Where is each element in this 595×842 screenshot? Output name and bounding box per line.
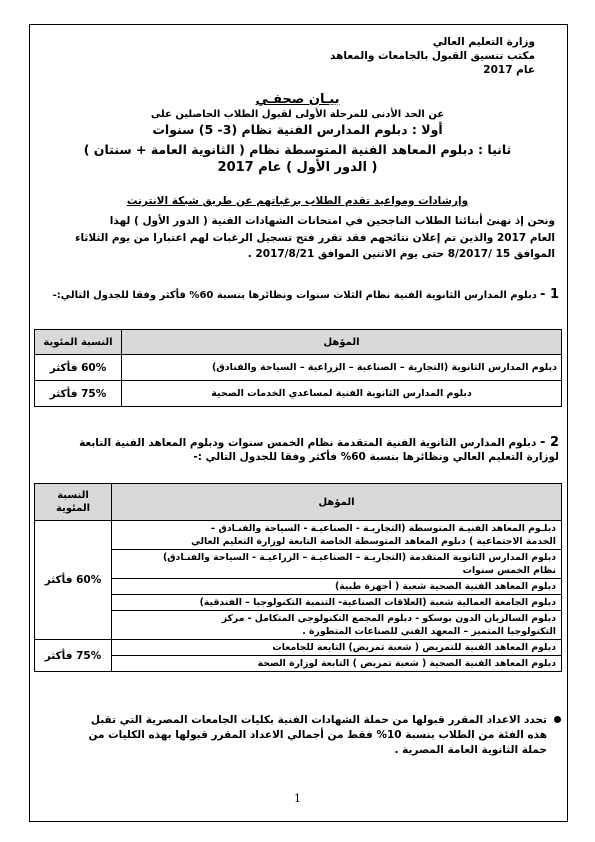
section-2-text-line: لوزارة التعليم العالي ونظائرها بنسبة 60% فأكثر وفقا للجدول التالي :- [193,451,559,463]
qualification-line: الخدمة الاجتماعية ) دبلوم المعاهد المتوسطة الخاصة التابعة لوزارة التعليم العالي [191,536,556,547]
subtitle-line: عن الحد الأدنى للمرحلة الأولى لقبول الطلاب الحاصلين على [150,109,445,120]
table-row [35,381,562,407]
qualification-line: دبلوم المعاهد الفنية الصحية شعبة ( أجهزة طبية) [335,581,556,592]
table-row [35,521,562,550]
qualification-line: التكنولوجيا المتميز – المعهد الفني للصناعات المتطورة . [302,626,556,637]
percent-cell: 75% فأكثر [35,381,122,407]
qualification-cell [112,550,562,579]
header-year: عام 2017 [483,64,535,76]
section-1-number: 1 - [540,287,559,302]
intro-paragraph [44,213,555,263]
table-row [35,595,562,611]
percent-header-line: النسبة [57,490,89,501]
section-2-heading [79,436,559,464]
percent-header-line: المئوية [55,503,91,514]
qualification-line: دبلـوم المعاهد الفنيـة المتوسطة (التجاريـة - الصناعيـة - السياحة والفنـادق – [210,523,556,534]
intro-line: الموافق 15 /8/2017 حتى يوم الاثنين الموافق 2017/8/21 . [247,248,555,260]
table-header-row [35,330,562,355]
section-1-table [34,329,562,407]
qualification-line: دبلوم المدارس الثانوية المتقدمة (التجاريـة – الصناعيـة – الزراعيـة - السياحة والفنـادق) [162,552,556,563]
qualification-cell [112,640,562,656]
bullet-dot-icon [554,716,561,723]
qualification-cell [112,521,562,550]
subtitle-round-year: ( الدور الأول ) عام 2017 [217,160,378,175]
table-row [35,611,562,640]
table-row [35,579,562,595]
qualification-line: دبلوم المعاهد الفنية الصحية ( شعبة تمريض ) التابعة لوزارة الصحة [257,658,556,669]
qualification-cell [112,656,562,672]
qualification-cell: دبلوم المدارس الثانوية الفنية لمساعدي الخدمات الصحية [122,381,562,407]
note-line: حملة الثانوية العامة المصرية . [394,744,547,756]
office-name: مكتب تنسيق القبول بالجامعات والمعاهد [330,50,535,62]
section-2-text-line: دبلوم المدارس الثانوية الفنية المتقدمة نظام الخمس سنوات ودبلوم المعاهد الفنية التابعة [79,437,537,449]
qualification-column-header: المؤهل [122,330,562,355]
note-line: تحدد الاعداد المقرر قبولها من حملة الشهادات الفنية بكليات الجامعات المصرية التي تقبل [90,714,547,726]
percent-column-header [35,484,112,521]
document-title: بيـان صحفـي [255,92,340,107]
ministry-name: وزارة التعليم العالي [432,36,535,48]
table-header-row [35,484,562,521]
percent-column-header: النسبة المئوية [35,330,122,355]
qualification-line: دبلوم المعاهد الفنية للتمريض ( شعبة تمريض) التابعة للجامعات [272,642,556,653]
qualification-line: دبلوم الجامعة العمالية شعبة (العلاقات الصناعية- التنمية التكنولوجيا – الفندقية) [199,597,556,608]
table-row [35,640,562,656]
subtitle-second-category: ثانيا : دبلوم المعاهد الفنية المتوسطة نظام ( الثانوية العامة + سنتان ) [83,142,512,157]
section-1-text: دبلوم المدارس الثانوية الفنية نظام الثلاث سنوات ونظائرها بنسبة 60% فأكثر وفقا للجدول التالي:- [52,290,537,301]
table-row [35,656,562,672]
qualification-cell [112,611,562,640]
percent-cell: 60% فأكثر [35,355,122,381]
table-row [35,550,562,579]
note-bullet [89,713,560,758]
note-line: هذه الفئة من الطلاب بنسبة 10% فقط من أجمالي الاعداد المقرر قبولها بهذه الكليات من [88,729,547,741]
page-number: 1 [294,792,301,805]
subtitle-guidance: وإرشادات ومواعيد تقدم الطلاب برغباتهم عن طريق شبكة الانترنت [126,195,469,207]
ministry-header [330,35,535,77]
section-2-table [34,483,562,672]
qualification-cell: دبلوم المدارس الثانوية (التجارية – الصناعية – الزراعية – السياحة والفنادق) [122,355,562,381]
qualification-line: نظام الخمس سنوات [462,565,556,576]
qualification-cell [112,579,562,595]
group-1-percent: 60% فأكثر [35,521,112,640]
qualification-column-header: المؤهل [112,484,562,521]
qualification-cell [112,595,562,611]
section-1-heading [53,287,559,302]
group-2-percent: 75% فأكثر [35,640,112,672]
intro-line: ونحن إذ نهنئ أبنائنا الطلاب الناجحين في امتحانات الشهادات الفنية ( الدور الأول ) لهذا [109,215,555,227]
section-2-number: 2 - [540,435,559,450]
table-row [35,355,562,381]
intro-line: العام 2017 والذين تم إعلان نتائجهم فقد تقرر فتح تسجيل الرغبات لهم اعتبارا من يوم الثلاثاء [75,231,555,244]
qualification-line: دبلوم السالزيان الدون بوسكو - دبلوم المجمع التكنولوجي المتكامل - مركز [221,613,556,624]
subtitle-first-category: أولا : دبلوم المدارس الفنية نظام (3- 5) سنوات [152,122,443,137]
